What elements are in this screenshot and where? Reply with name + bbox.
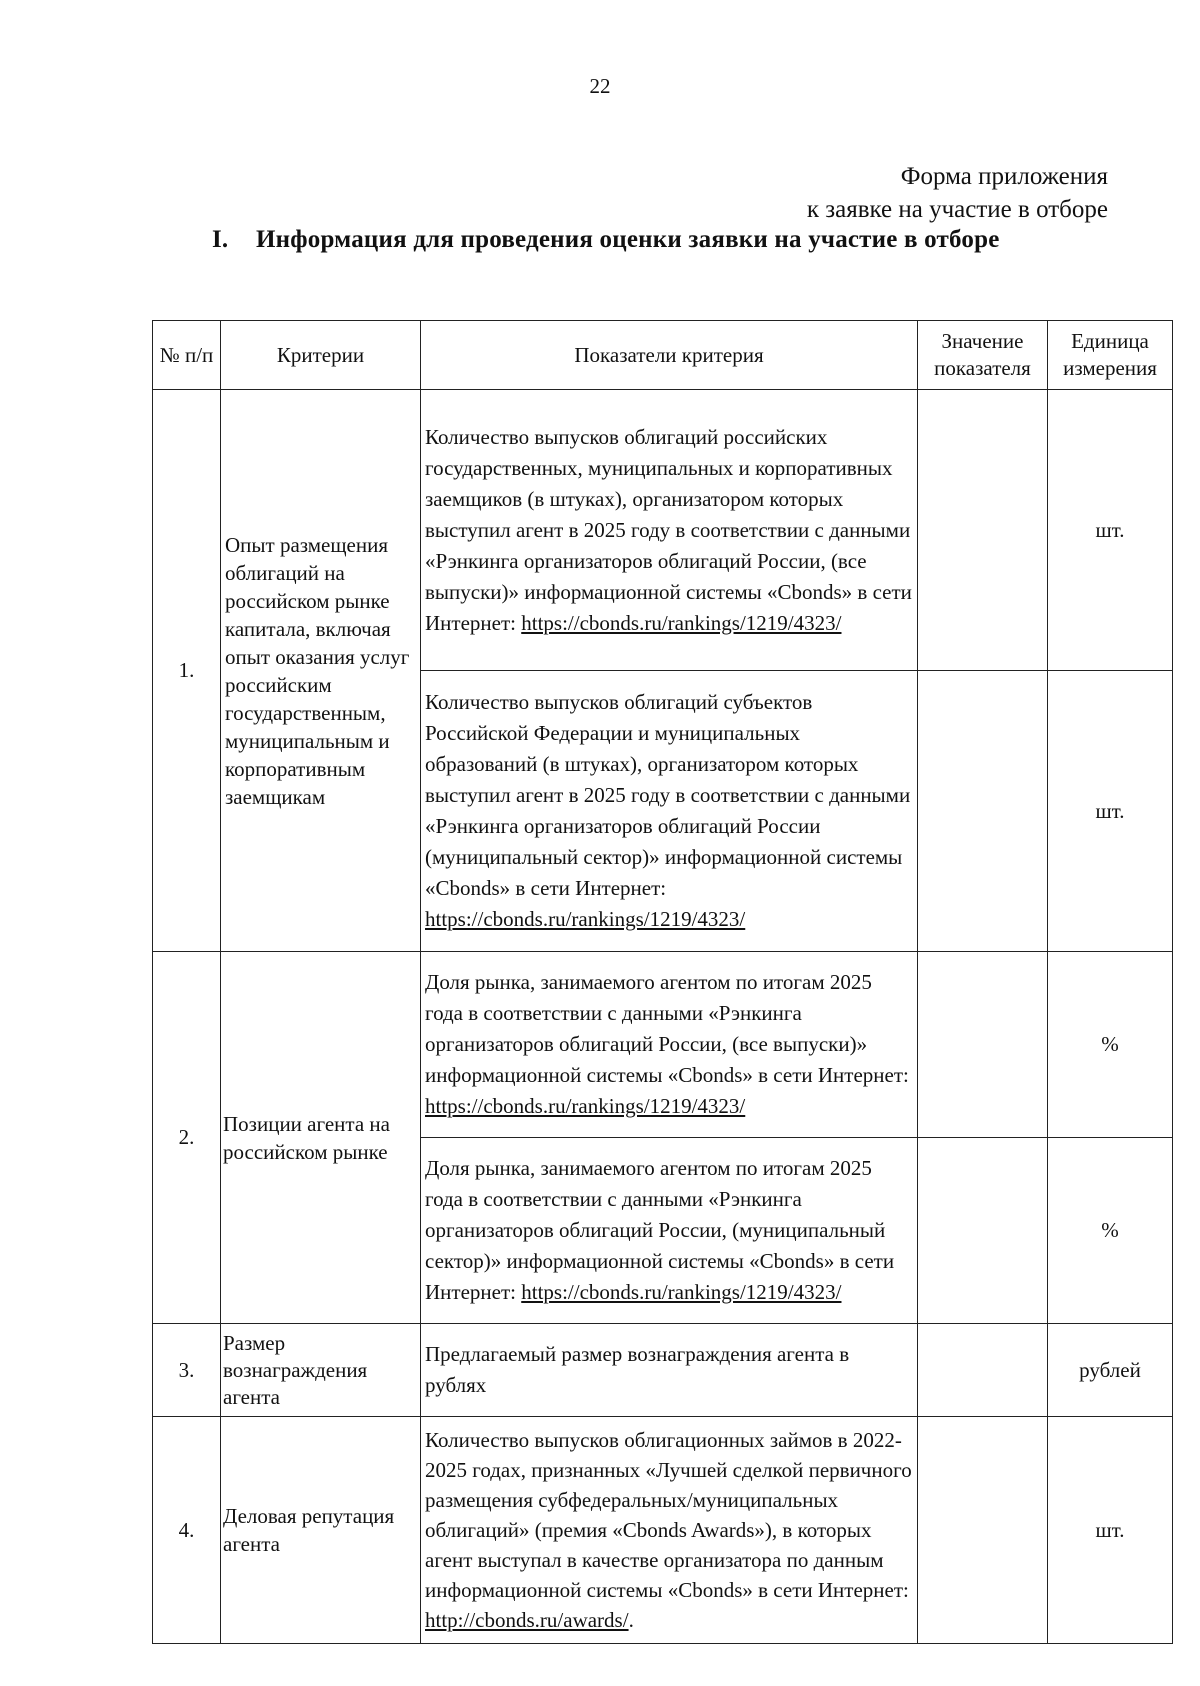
indicator-link[interactable]: https://cbonds.ru/rankings/1219/4323/ xyxy=(521,1280,842,1304)
indicator-cell xyxy=(421,1324,918,1417)
indicator-text: Предлагаемый размер вознаграждения агента в рублях xyxy=(425,1342,850,1397)
value-cell[interactable] xyxy=(918,671,1048,952)
header-value: Значение показателя xyxy=(918,321,1048,390)
appendix-line-1: Форма приложения xyxy=(900,163,1108,190)
row-number: 1. xyxy=(153,390,221,952)
header-row xyxy=(153,321,1173,390)
page-number: 22 xyxy=(589,74,611,98)
indicator-cell xyxy=(421,952,918,1138)
value-cell[interactable] xyxy=(918,1138,1048,1324)
criterion-cell: Размер вознаграждения агента xyxy=(221,1324,421,1417)
header-indicators: Показатели критерия xyxy=(421,321,918,390)
indicator-link[interactable]: https://cbonds.ru/rankings/1219/4323/ xyxy=(425,907,746,931)
indicator-cell xyxy=(421,1138,918,1324)
appendix-caption xyxy=(807,160,1108,226)
value-cell[interactable] xyxy=(918,952,1048,1138)
section-heading xyxy=(212,226,1000,254)
indicator-text: Количество выпусков облигаций российских государственных, муниципальных и корпоративных заемщиков (в штуках), организатором которых выступил агент в 2025 году в соответствии с данными «Рэнкинга организаторов облигаций России, (все выпуски)» информационной системы «Cbonds» в сети Интернет: xyxy=(425,424,912,635)
criteria-table xyxy=(152,320,1173,1644)
row-number: 3. xyxy=(153,1324,221,1417)
unit-cell: % xyxy=(1048,1138,1173,1324)
unit-cell: % xyxy=(1048,952,1173,1138)
row-number: 4. xyxy=(153,1417,221,1644)
indicator-text: Количество выпусков облигационных займов в 2022-2025 годах, признанных «Лучшей сделкой первичного размещения субфедеральных/муниципальных облигаций» (премия «Cbonds Awards»), в которых агент выступал в качестве организатора по данным информационной системы «Cbonds» в сети Интернет: xyxy=(425,1428,912,1602)
row-number: 2. xyxy=(153,952,221,1324)
value-cell[interactable] xyxy=(918,1324,1048,1417)
section-number: I. xyxy=(212,226,229,253)
header-num: № п/п xyxy=(153,321,221,390)
table-row xyxy=(153,390,1173,671)
criterion-cell: Позиции агента на российском рынке xyxy=(221,952,421,1324)
section-title: Информация для проведения оценки заявки на участие в отборе xyxy=(256,226,1000,253)
value-cell[interactable] xyxy=(918,390,1048,671)
indicator-text: Доля рынка, занимаемого агентом по итогам 2025 года в соответствии с данными «Рэнкинга организаторов облигаций России, (муниципальный сектор)» информационной системы «Cbonds» в сети Интернет: xyxy=(425,1156,895,1304)
table-row xyxy=(153,952,1173,1138)
header-criteria: Критерии xyxy=(221,321,421,390)
indicator-text: Доля рынка, занимаемого агентом по итогам 2025 года в соответствии с данными «Рэнкинга организаторов облигаций России, (все выпуски)» информационной системы «Cbonds» в сети Интернет: xyxy=(425,970,909,1087)
appendix-line-2: к заявке на участие в отборе xyxy=(806,196,1108,223)
unit-cell: рублей xyxy=(1048,1324,1173,1417)
indicator-cell xyxy=(421,1417,918,1644)
value-cell[interactable] xyxy=(918,1417,1048,1644)
header-unit: Единица измерения xyxy=(1048,321,1173,390)
indicator-link[interactable]: https://cbonds.ru/rankings/1219/4323/ xyxy=(425,1094,746,1118)
table-row xyxy=(153,1324,1173,1417)
table-row xyxy=(153,1417,1173,1644)
criterion-cell: Опыт размещения облигаций на российском рынке капитала, включая опыт оказания услуг российским государственным, муниципальным и корпоративным заемщикам xyxy=(221,390,421,952)
indicator-text: Количество выпусков облигаций субъектов Российской Федерации и муниципальных образований (в штуках), организатором которых выступил агент в 2025 году в соответствии с данными «Рэнкинга организаторов облигаций России (муниципальный сектор)» информационной системы «Cbonds» в сети Интернет: xyxy=(425,690,911,900)
unit-cell: шт. xyxy=(1048,671,1173,952)
unit-cell: шт. xyxy=(1048,390,1173,671)
indicator-link[interactable]: https://cbonds.ru/rankings/1219/4323/ xyxy=(521,610,842,635)
indicator-cell xyxy=(421,390,918,671)
indicator-cell xyxy=(421,671,918,952)
link-suffix: . xyxy=(628,1608,634,1632)
indicator-link[interactable]: http://cbonds.ru/awards/ xyxy=(425,1608,629,1632)
unit-cell: шт. xyxy=(1048,1417,1173,1644)
criterion-cell: Деловая репутация агента xyxy=(221,1417,421,1644)
